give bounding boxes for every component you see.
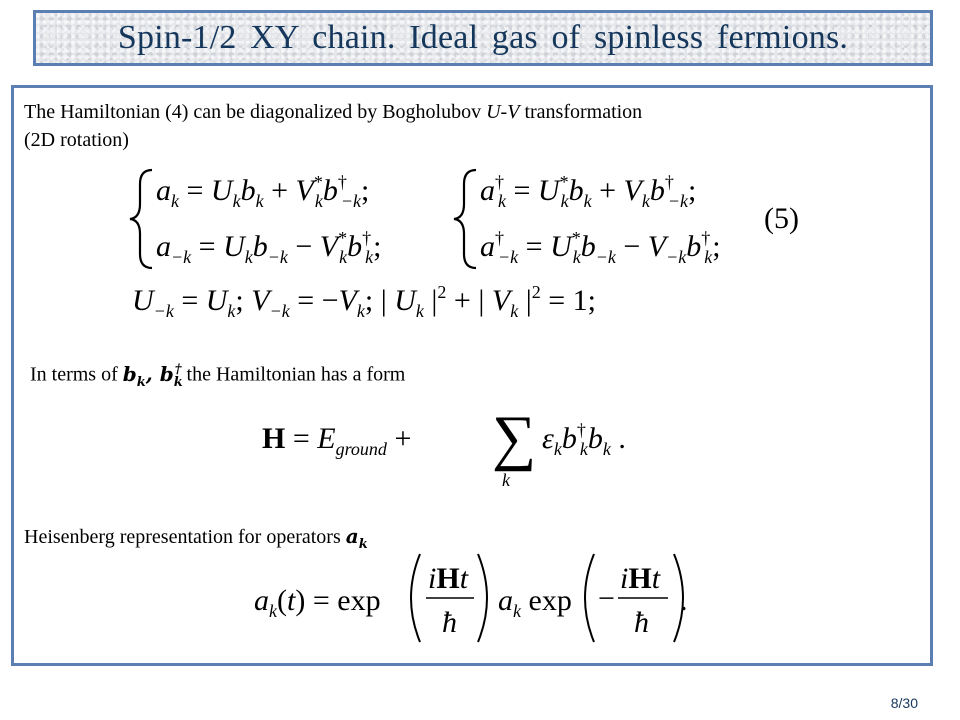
b-k-symbol: $b_k$ [122, 361, 146, 390]
eq-heisenberg-lhs: $a_k(t) = \exp$ [254, 584, 381, 621]
intro-paragraph-line2: (2D rotation) [24, 129, 129, 151]
frac2-numerator: iHt [620, 562, 661, 595]
sum-index: k [502, 470, 510, 490]
page-number: 8/30 [890, 695, 918, 711]
eq-left-row2: $a_{-k} = U_kb_{-k} - V^*$ kb† k; [156, 228, 382, 267]
intro-paragraph: The Hamiltonian (4) can be diagonalized by Bogholubov U-V transformation [24, 101, 643, 123]
frac1-numerator: iHt [428, 562, 469, 595]
equation-number: (5) [764, 202, 799, 235]
eq-constraints: $U_{-k} = U_k$; $V_{-k} = -V_k$; | $U_k$ $|^2$ + | $V_k$ $|^2 = 1$; [132, 282, 596, 321]
right-brace [454, 170, 476, 268]
a-k-symbol: $a_k$ [345, 524, 368, 552]
left-brace [130, 170, 152, 268]
left-paren-2 [585, 554, 594, 642]
frac2-denominator: ħ [634, 606, 649, 639]
slide-title-bar [33, 10, 933, 66]
left-paren-1 [411, 554, 420, 642]
eq-hamiltonian: $H = E_{ground}$ + [262, 422, 412, 459]
eq-left-row1: $a_k = U_kb_k + V^*$ kb† −k; [156, 172, 370, 211]
sum-symbol: ∑ [492, 404, 537, 472]
eq-right-row1: a† k = U* $kb_k + V_kb^\dagger -k$; [480, 172, 697, 211]
eq-heisenberg-mid: $a_k$ exp [498, 584, 572, 621]
slide-title: Spin-1/2 XY chain. Ideal gas of spinless fermions. [117, 19, 849, 56]
eq-right-row2: a† −k = U* $kb_{-k} - V_{-k}b^\dagger$ k; [480, 228, 721, 267]
b-k-dagger-symbol: $b_k^\dagger$ [159, 361, 183, 390]
eq-hamiltonian-terms: $\varepsilon_kb^\dagger$ $kb_k$ . [542, 420, 626, 459]
slide-content [11, 85, 933, 666]
frac2-minus: − [598, 582, 615, 615]
eq-heisenberg-end: . [680, 584, 688, 617]
heisenberg-paragraph: Heisenberg representation for operators $a_k$ [24, 524, 368, 552]
operators-paragraph: In terms of $b_k$, $b_k^\dagger$ the Hamiltonian has a form [30, 361, 406, 390]
right-paren-1 [478, 554, 487, 642]
frac1-denominator: ħ [442, 606, 457, 639]
